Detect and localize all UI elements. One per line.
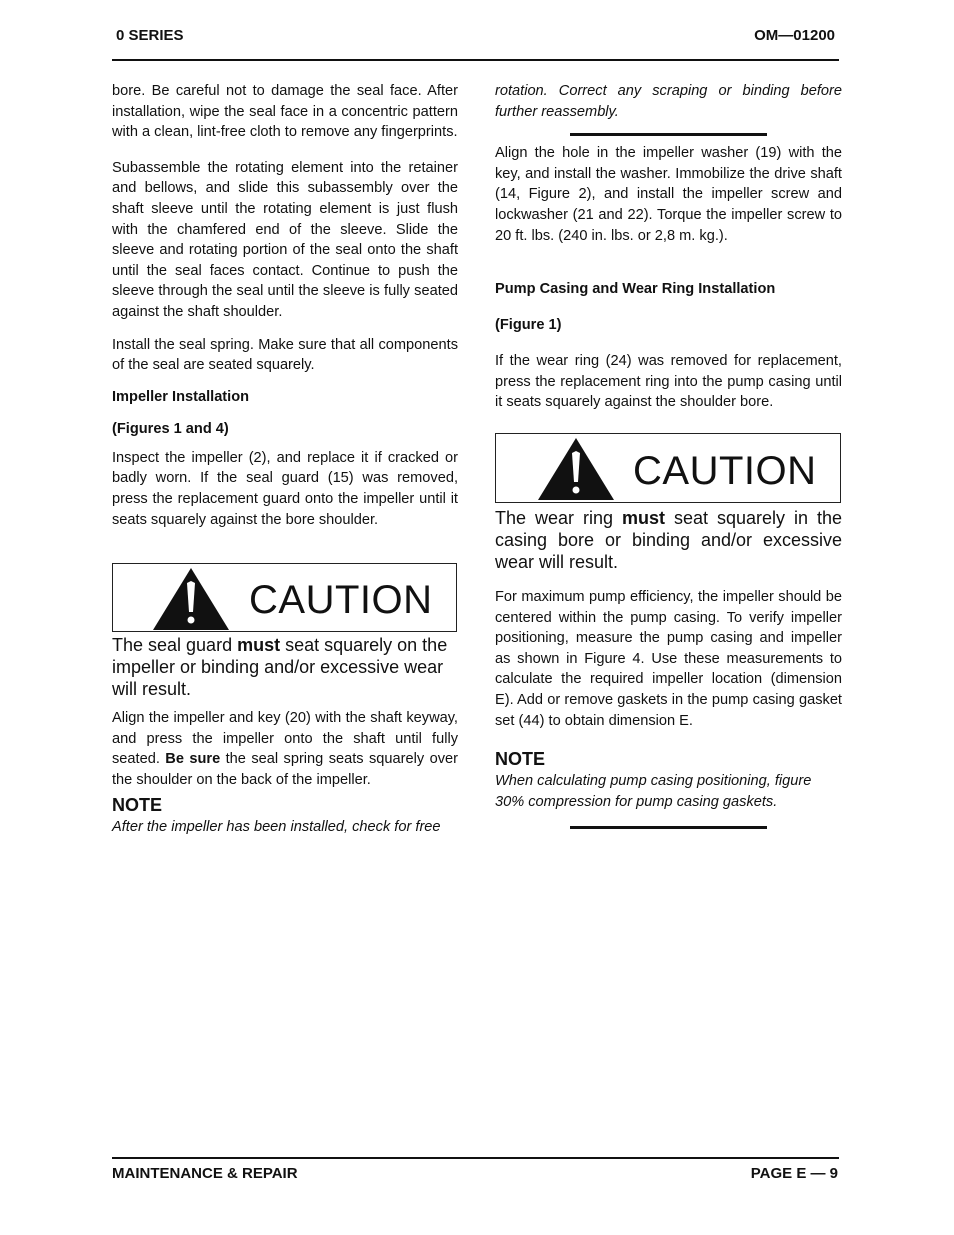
note-end-rule [570,133,767,136]
footer-section: MAINTENANCE & REPAIR [112,1165,298,1182]
left-paragraph-5 [112,708,458,790]
caution-text-right [495,507,842,573]
left-paragraph-4: Inspect the impeller (2), and replace it if cracked or badly worn. If the seal guard (15) was removed, press the replacement guard onto the impeller until it seats squarely against the bore shoulder. [112,449,458,528]
note-title-right: NOTE [495,749,546,770]
right-column [495,81,842,413]
section-heading-pump-casing: Pump Casing and Wear Ring Installation [495,281,776,298]
note-text-left: After the impeller has been installed, check for free [112,819,441,836]
caution-label: CAUTION [249,578,433,622]
note-title-left: NOTE [112,795,163,816]
left-column-lower [112,634,458,838]
header-rule [112,59,839,61]
caution-text-emphasis: must [621,508,665,528]
header-series: 0 SERIES [116,27,184,44]
left-paragraph-3: Install the seal spring. Make sure that all components of the seal are seated squarely. [112,336,458,374]
warning-triangle-icon [153,568,229,630]
caution-text-pre: The seal guard [112,635,238,655]
caution-box-left [112,563,457,632]
caution-label: CAUTION [633,449,817,493]
header-doc-number: OM—01200 [754,27,835,44]
footer-rule [112,1157,839,1159]
left-paragraph-2: Subassemble the rotating element into the retainer and bellows, and slide this subassembly over the shaft sleeve until the rotating element is just flush with the chamfered end of the sleeve. Slide the sleeve and rotating portion of the seal onto the shaft until the seal faces contact. Continue to push the sleeve through the seal until the sleeve is fully seated against the shaft shoulder. [112,159,458,320]
section-subheading-figures: (Figures 1 and 4) [112,420,229,437]
p5-emphasis: Be sure [165,751,221,768]
caution-text-post: seat squarely in the casing bore or binding and/or excessive wear will result. [495,508,842,572]
note-text-right: When calculating pump casing positioning, figure 30% compression for pump casing gaskets. [495,773,812,810]
caution-text-left [112,634,458,700]
section-heading-impeller: Impeller Installation [112,388,250,405]
caution-text-post: seat squarely on the impeller or binding and/or excessive wear will result. [112,635,448,699]
right-paragraph-1: Align the hole in the impeller washer (19) with the key, and install the washer. Immobilize the drive shaft (14, Figure 2), and install the impeller screw and lockwasher (21 and 22). Torque the impeller screw to 20 ft. lbs. (240 in. lbs. or 2,8 m. kg.). [495,145,842,244]
right-column-lower [495,507,842,829]
warning-triangle-icon [538,438,614,500]
right-paragraph-2: If the wear ring (24) was removed for replacement, press the replacement ring into the pump casing until it seats squarely against the shoulder bore. [495,353,842,411]
caution-box-right [495,433,841,503]
caution-text-pre: The wear ring [495,508,622,528]
caution-text-emphasis: must [237,635,281,655]
note-text-continued: rotation. Correct any scraping or binding before further reassembly. [495,83,842,120]
section-subheading-figure-1: (Figure 1) [495,317,562,334]
left-column [112,81,458,530]
note-end-rule [570,826,767,829]
left-paragraph-1: bore. Be careful not to damage the seal face. After installation, wipe the seal face in a concentric pattern with a clean, lint-free cloth to remove any fingerprints. [112,83,458,141]
p5-post: the seal spring seats squarely over the shoulder on the back of the impeller. [112,751,458,788]
p5-pre: Align the impeller and key (20) with the shaft keyway, and press the impeller onto the shaft until fully seated. [112,710,458,768]
footer-page-number: PAGE E — 9 [750,1165,838,1182]
right-paragraph-3: For maximum pump efficiency, the impeller should be centered within the pump casing. To verify impeller positioning, measure the pump casing and impeller as shown in Figure 4. Use these measurements to calculate the required impeller location (dimension E). Add or remove gaskets in the pump casing gasket set (44) to obtain dimension E. [495,589,842,729]
